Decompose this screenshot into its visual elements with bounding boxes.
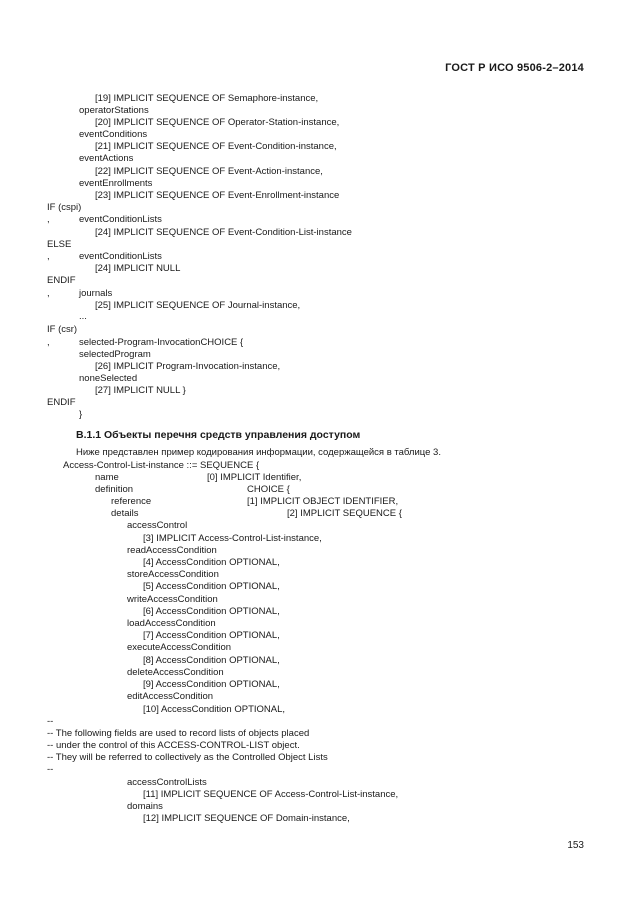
code-line: operatorStations [79,105,149,116]
code-line: executeAccessCondition [127,642,232,653]
comment-line: -- The following fields are used to record lists of objects placed [47,728,310,739]
code-line: [3] IMPLICIT Access-Control-List-instance, [143,533,322,544]
code-line: ENDIF [47,275,76,286]
code-comma: , [47,288,50,299]
code-line: [20] IMPLICIT SEQUENCE OF Operator-Station-instance, [95,117,340,128]
code-line: eventConditions [79,129,148,140]
code-line: [5] AccessCondition OPTIONAL, [143,581,280,592]
code-line: [2] IMPLICIT SEQUENCE { [287,508,402,519]
code-comma: , [47,214,50,225]
code-line: editAccessCondition [127,691,214,702]
code-line: domains [127,801,163,812]
code-line: details [111,508,139,519]
code-line: } [79,409,83,420]
code-line: [22] IMPLICIT SEQUENCE OF Event-Action-instance, [95,166,323,177]
comment-line: -- [47,716,54,727]
code-line: readAccessCondition [127,545,217,556]
code-line: accessControl [127,520,188,531]
code-line: name [95,472,119,483]
code-line: [24] IMPLICIT SEQUENCE OF Event-Condition-List-instance [95,227,352,238]
code-line: [25] IMPLICIT SEQUENCE OF Journal-instance, [95,300,301,311]
code-line: reference [111,496,152,507]
code-line: definition [95,484,134,495]
code-line: [23] IMPLICIT SEQUENCE OF Event-Enrollment-instance [95,190,340,201]
code-line: [26] IMPLICIT Program-Invocation-instance, [95,361,281,372]
code-line: selected-Program-InvocationCHOICE { [79,337,244,348]
code-line: deleteAccessCondition [127,667,224,678]
code-comma: , [47,337,50,348]
comment-line: -- [47,764,54,775]
code-line: eventEnrollments [79,178,153,189]
code-line: [12] IMPLICIT SEQUENCE OF Domain-instance, [143,813,350,824]
code-line: [6] AccessCondition OPTIONAL, [143,606,280,617]
code-line: eventActions [79,153,134,164]
code-line: [24] IMPLICIT NULL [95,263,181,274]
code-line: storeAccessCondition [127,569,219,580]
code-line: [27] IMPLICIT NULL } [95,385,186,396]
code-line: [8] AccessCondition OPTIONAL, [143,655,280,666]
code-comma: , [47,251,50,262]
code-line: eventConditionLists [79,251,162,262]
code-line: [11] IMPLICIT SEQUENCE OF Access-Control-List-instance, [143,789,399,800]
code-line: [21] IMPLICIT SEQUENCE OF Event-Condition-instance, [95,141,337,152]
code-line: writeAccessCondition [127,594,218,605]
code-line: [0] IMPLICIT Identifier, [207,472,302,483]
code-line: [4] AccessCondition OPTIONAL, [143,557,280,568]
code-line: eventConditionLists [79,214,162,225]
intro-paragraph: Ниже представлен пример кодирования информации, содержащейся в таблице 3. [76,447,441,458]
code-line: IF (csr) [47,324,78,335]
document-header: ГОСТ Р ИСО 9506-2–2014 [445,62,584,74]
code-line: ... [79,311,87,322]
code-line: [10] AccessCondition OPTIONAL, [143,704,286,715]
code-line: noneSelected [79,373,138,384]
code-line: CHOICE { [247,484,290,495]
comment-line: -- They will be referred to collectively as the Controlled Object Lists [47,752,328,763]
code-line: Access-Control-List-instance ::= SEQUENCE { [63,460,260,471]
code-line: selectedProgram [79,349,151,360]
code-line: [1] IMPLICIT OBJECT IDENTIFIER, [247,496,399,507]
section-heading: В.1.1 Объекты перечня средств управления доступом [76,429,361,441]
comment-line: -- under the control of this ACCESS-CONTROL-LIST object. [47,740,300,751]
code-line: ELSE [47,239,72,250]
code-line: loadAccessCondition [127,618,216,629]
page-number: 153 [567,840,584,851]
code-line: IF (cspi) [47,202,82,213]
code-line: [9] AccessCondition OPTIONAL, [143,679,280,690]
code-line: [19] IMPLICIT SEQUENCE OF Semaphore-instance, [95,93,319,104]
code-line: accessControlLists [127,777,207,788]
code-line: journals [79,288,113,299]
code-line: [7] AccessCondition OPTIONAL, [143,630,280,641]
code-line: ENDIF [47,397,76,408]
